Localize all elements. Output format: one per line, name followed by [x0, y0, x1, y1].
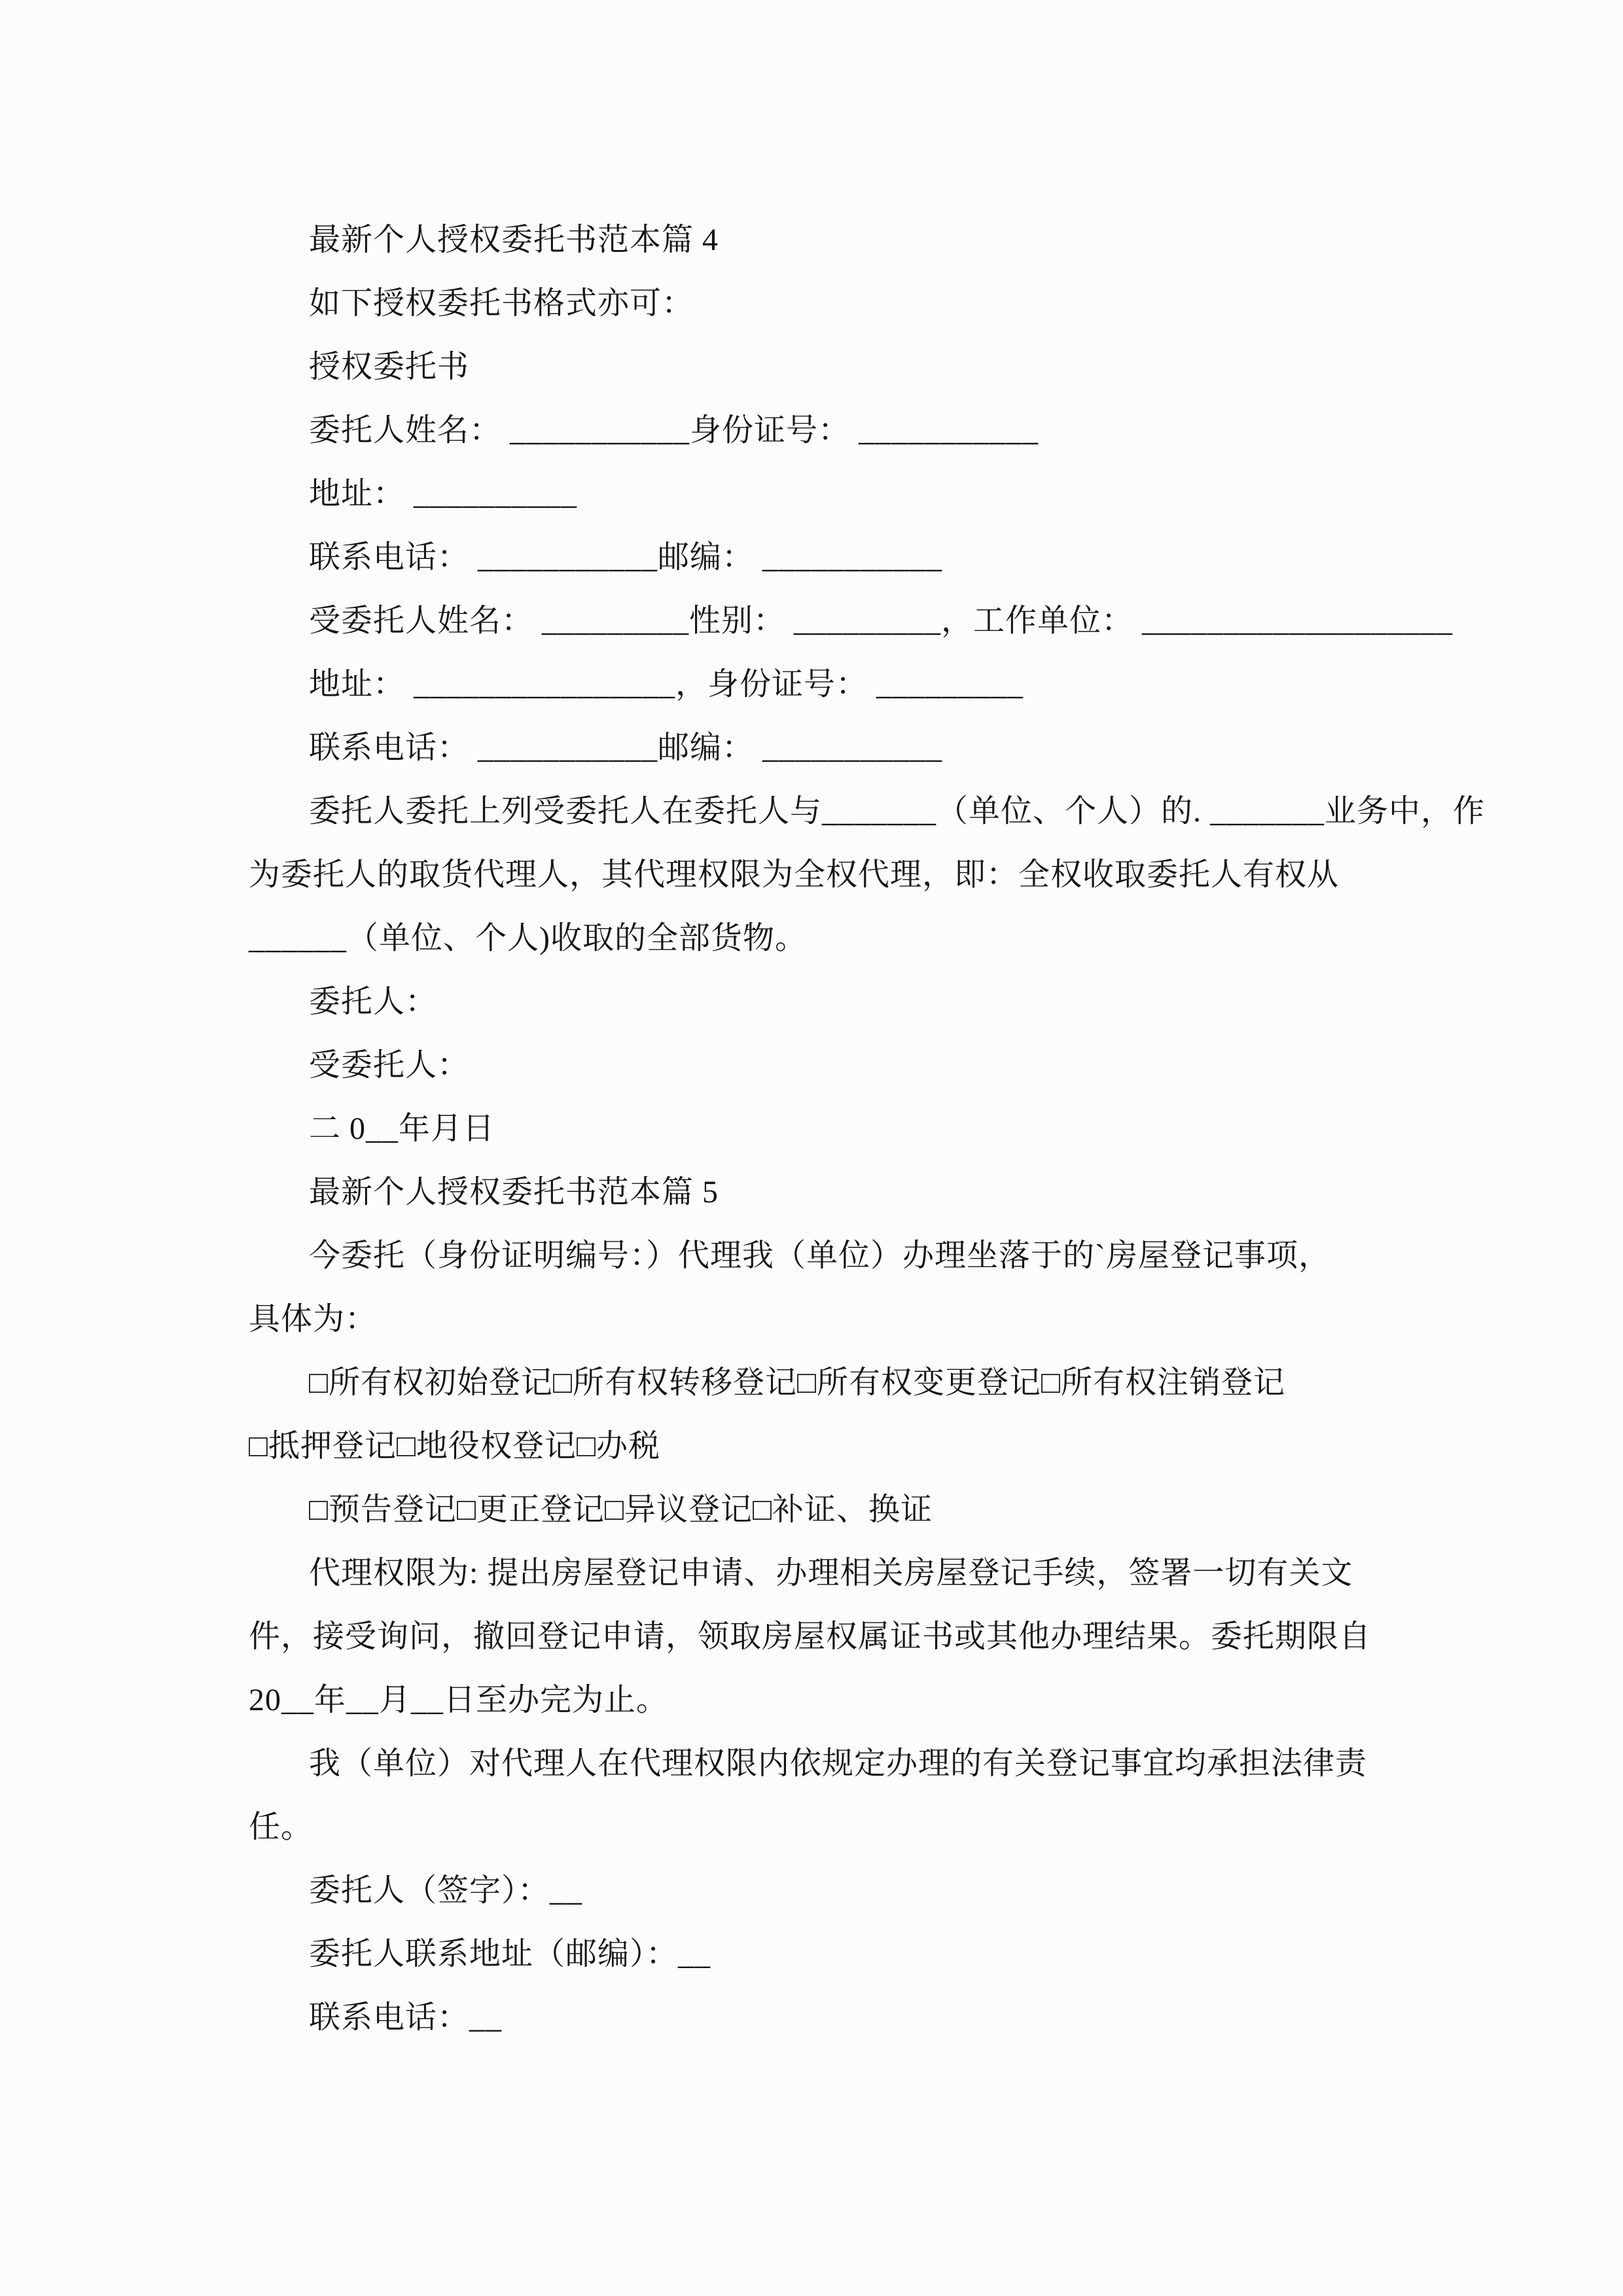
text-line: 委托人姓名： ___________身份证号： ___________ [309, 413, 1039, 448]
text-line: 最新个人授权委托书范本篇 4 [309, 223, 719, 257]
text-line: 委托人（签字）：__ [309, 1873, 583, 1908]
text-line: □预告登记□更正登记□异议登记□补证、换证 [309, 1492, 933, 1527]
text-line: 受委托人： [309, 1048, 470, 1083]
text-line: 20__年__月__日至办完为止。 [249, 1683, 669, 1717]
text-line: 最新个人授权委托书范本篇 5 [309, 1175, 719, 1210]
text-line: □抵押登记□地役权登记□办税 [249, 1429, 660, 1463]
text-line: 委托人联系地址（邮编）：__ [309, 1937, 711, 1971]
text-line: 联系电话： ___________邮编： ___________ [309, 540, 943, 575]
text-line: 二 0__年月日 [309, 1111, 495, 1146]
text-line: 委托人委托上列受委托人在委托人与_______（单位、个人）的. _______业务中，作 [309, 794, 1486, 829]
text-line: 任。 [249, 1810, 313, 1844]
text-line: 为委托人的取货代理人，其代理权限为全权代理，即：全权收取委托人有权从 [249, 857, 1340, 892]
text-line: 具体为： [249, 1302, 378, 1336]
text-line: 地址： __________ [309, 476, 578, 511]
text-line: □所有权初始登记□所有权转移登记□所有权变更登记□所有权注销登记 [309, 1365, 1285, 1400]
text-line: 如下授权委托书格式亦可： [309, 286, 694, 321]
text-line: 联系电话：__ [309, 2000, 503, 2035]
text-line: 联系电话： ___________邮编： ___________ [309, 730, 943, 765]
text-line: 件，接受询问，撤回登记申请，领取房屋权属证书或其他办理结果。委托期限自 [249, 1619, 1372, 1654]
text-line: 我（单位）对代理人在代理权限内依规定办理的有关登记事宜均承担法律责 [309, 1746, 1368, 1781]
document-body [249, 208, 1486, 2049]
text-line: 地址： ________________，身份证号： _________ [309, 667, 1024, 702]
text-line: ______（单位、个人)收取的全部货物。 [249, 921, 807, 956]
text-line: 受委托人姓名： _________性别： _________，工作单位： ___________________ [309, 603, 1454, 638]
text-line: 委托人： [309, 984, 438, 1019]
text-line: 代理权限为: 提出房屋登记申请、办理相关房屋登记手续，签署一切有关文 [309, 1556, 1353, 1590]
text-line: 授权委托书 [309, 350, 470, 384]
text-line: 今委托（身份证明编号：）代理我（单位）办理坐落于的`房屋登记事项， [309, 1238, 1330, 1273]
